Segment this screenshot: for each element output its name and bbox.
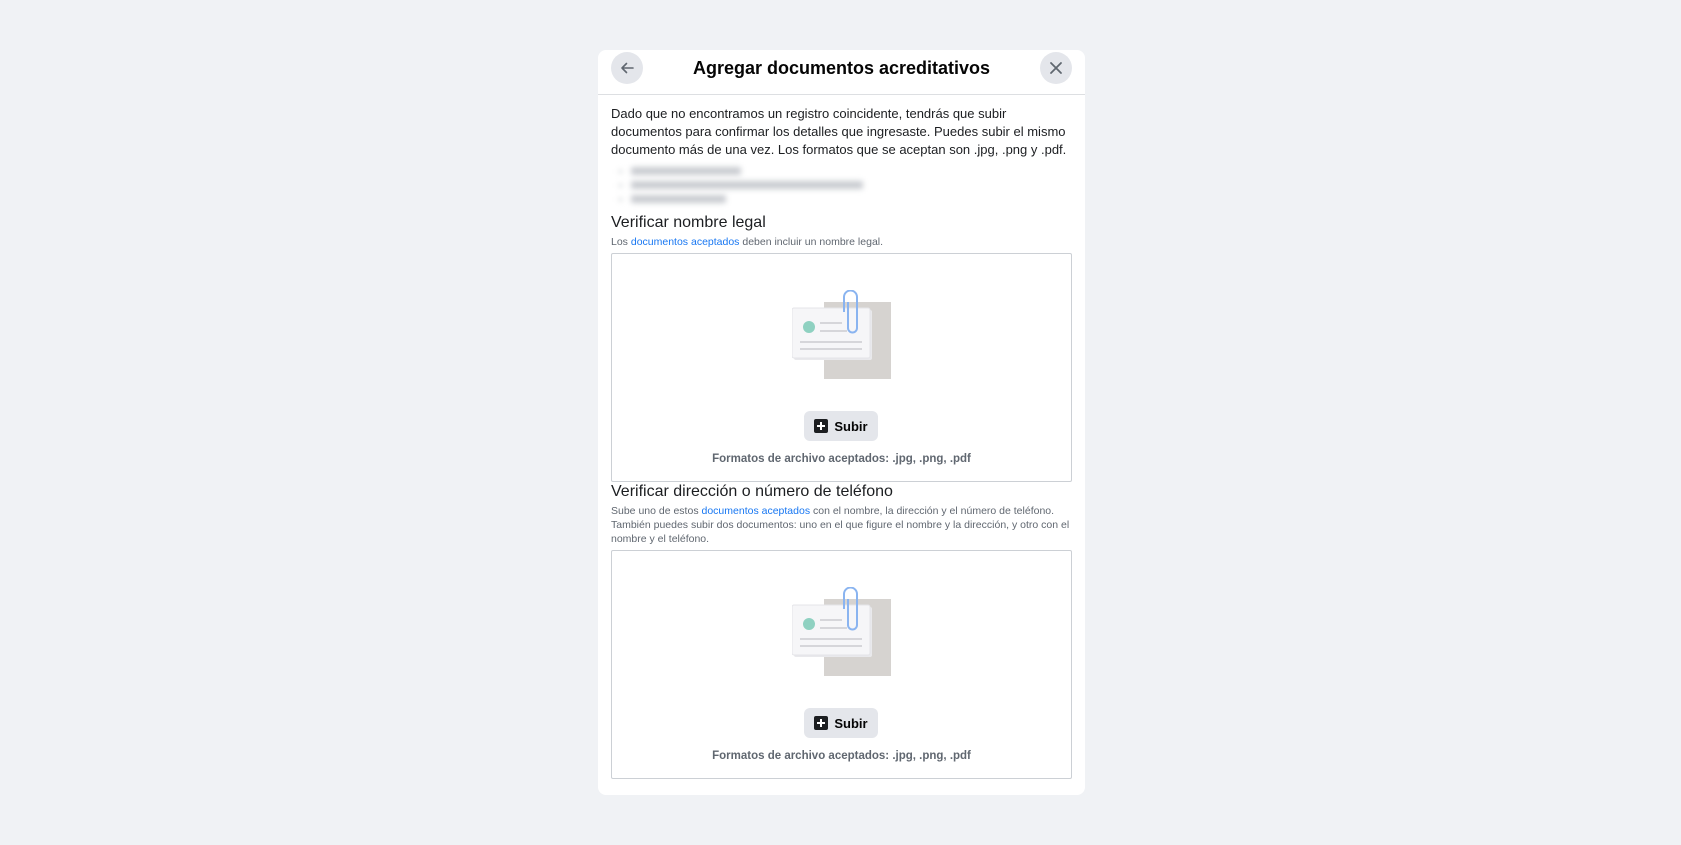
- upload-button-label: Subir: [834, 418, 868, 434]
- document-clip-icon: [792, 587, 894, 677]
- address-phone-upload-button[interactable]: [804, 708, 878, 738]
- desc-text: deben incluir un nombre legal.: [739, 236, 884, 248]
- address-phone-upload-area[interactable]: [611, 550, 1072, 779]
- redacted-item: [631, 179, 1072, 193]
- upload-documents-dialog: [598, 50, 1085, 795]
- accepted-formats-text: Formatos de archivo aceptados: .jpg, .png, .pdf: [712, 453, 971, 465]
- close-icon: [1048, 60, 1064, 76]
- dialog-header: [598, 50, 1085, 95]
- accepted-documents-link[interactable]: documentos aceptados: [701, 505, 811, 517]
- desc-text: Los: [611, 236, 631, 248]
- redacted-list: [611, 165, 1072, 207]
- plus-icon: [814, 716, 828, 730]
- document-clip-icon: [792, 290, 894, 380]
- accepted-formats-text: Formatos de archivo aceptados: .jpg, .png, .pdf: [712, 750, 971, 762]
- legal-name-upload-area[interactable]: [611, 253, 1072, 482]
- desc-text: Sube uno de estos: [611, 505, 702, 517]
- dialog-content: [598, 95, 1085, 779]
- redacted-item: [631, 193, 1072, 207]
- legal-name-title: Verificar nombre legal: [611, 214, 766, 231]
- address-phone-description: [611, 504, 1072, 546]
- legal-name-description: [611, 235, 1072, 249]
- close-button[interactable]: [1040, 52, 1072, 84]
- desc-text: con el nombre, la dirección y el número de teléfono. También puedes subir dos documentos: uno en el que figure el nombre y la dirección, y otro con el nombre y el teléfono.: [611, 505, 1070, 545]
- address-phone-section: [611, 482, 1072, 779]
- dialog-title: Agregar documentos acreditativos: [692, 58, 991, 78]
- plus-icon: [814, 419, 828, 433]
- upload-button-label: Subir: [834, 715, 868, 731]
- accepted-documents-link[interactable]: documentos aceptados: [630, 236, 740, 248]
- address-phone-title: Verificar dirección o número de teléfono: [611, 483, 893, 500]
- intro-text: Dado que no encontramos un registro coincidente, tendrás que subir documentos para confirmar los detalles que ingresaste. Puedes subir el mismo documento más de una vez. Los formatos que se aceptan son .jpg, .png y .pdf.: [611, 106, 1067, 157]
- redacted-item: [631, 165, 1072, 179]
- legal-name-section: [611, 213, 1072, 482]
- legal-name-upload-button[interactable]: [804, 411, 878, 441]
